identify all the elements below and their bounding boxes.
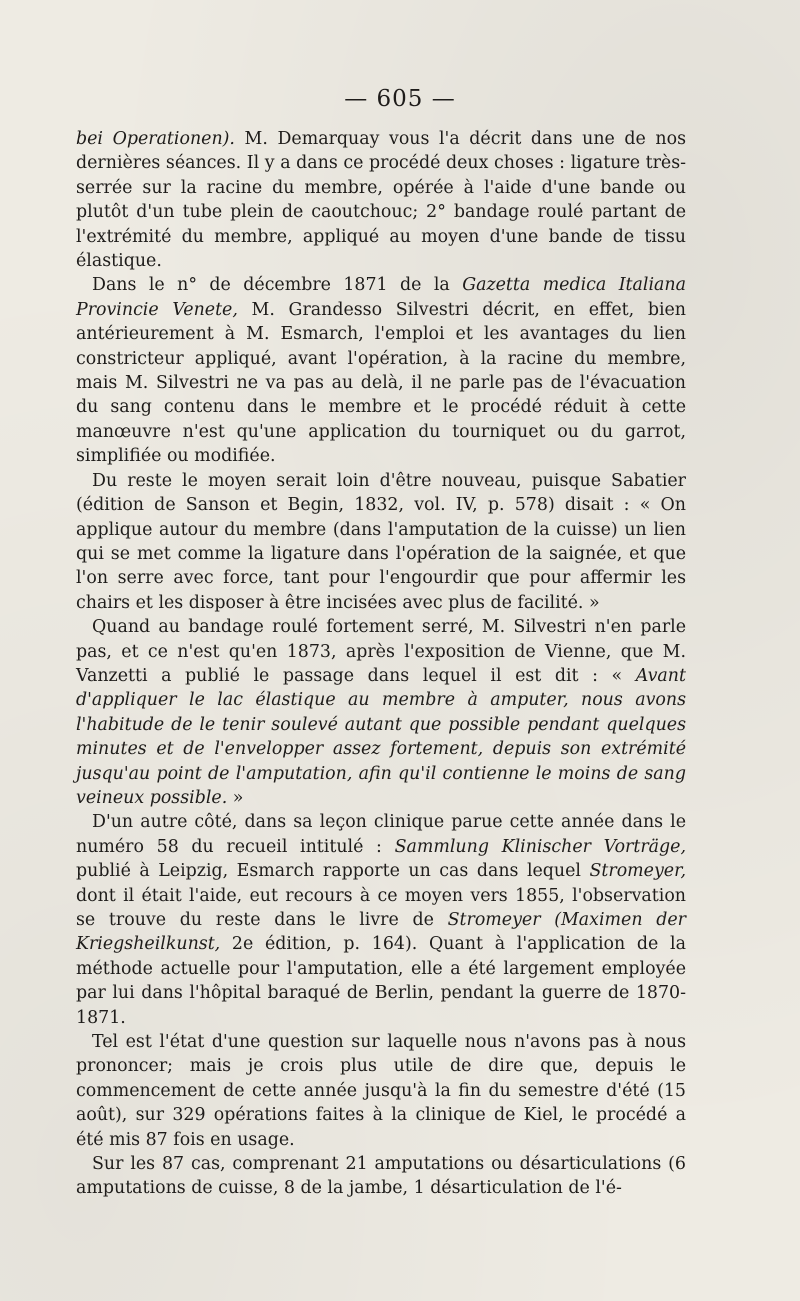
quotation: Avant d'appliquer le lac élastique au membre à amputer, nous avons l'habitude de le tenir soulevé autant que possible pendant quelques minutes et de l'envelopper assez fortement, depuis son extrémité jusqu'au point de l'amputation, afin qu'il contienne le moins de sang veineux possible.: [76, 665, 686, 808]
paragraph-7: [76, 1152, 686, 1201]
paragraph-lead: Quand au bandage roulé fortement serré, M. Silvestri n'en parle pas, et ce n'est qu'en 1873, après l'exposition de Vienne, que M. Vanzetti a publié le passage dans lequel il est dit : «: [76, 617, 686, 686]
paragraph-6: [76, 1030, 686, 1152]
paragraph-3: [76, 469, 686, 615]
paragraph-text: Tel est l'état d'une question sur laquelle nous n'avons pas à nous prononcer; mais je crois plus utile de dire que, depuis le commencement de cette année jusqu'à la fin du semestre d'été (15 août), sur 329 opérations faites à la clinique de Kiel, le procédé a été mis 87 fois en usage.: [76, 1032, 686, 1150]
paragraph-text: Sur les 87 cas, comprenant 21 amputations ou désarticulations (6 amputations de cuisse, 8 de la jambe, 1 désarticulation de l'é-: [76, 1154, 686, 1199]
journal-title: Gazetta medica Italiana Provincie Venete,: [76, 275, 686, 320]
paragraph-text: 2e édition, p. 164). Quant à l'application de la méthode actuelle pour l'amputation, elle a été largement employée par lui dans l'hôpital baraqué de Berlin, pendant la guerre de 1870-1871.: [76, 934, 686, 1028]
italic-lead: bei Operationen).: [76, 129, 235, 149]
book-title: Stromeyer (Maximen der Kriegsheilkunst,: [76, 910, 686, 955]
paragraph-4: [76, 615, 686, 810]
paragraph-1: [76, 127, 686, 273]
paragraph-lead: D'un autre côté, dans sa leçon clinique parue cette année dans le numéro 58 du recueil intitulé :: [76, 812, 686, 857]
body-text: [76, 127, 686, 1201]
page-number: — 605 —: [344, 86, 456, 112]
paragraph-5: [76, 810, 686, 1030]
paragraph-mid-2: dont il était l'aide, eut recours à ce moyen vers 1855, l'observation se trouve du reste dans le livre de: [76, 885, 686, 930]
paragraph-text: M. Grandesso Silvestri décrit, en effet, bien antérieurement à M. Esmarch, l'emploi et les avantages du lien constricteur appliqué, avant l'opération, à la racine du membre, mais M. Silvestri ne va pas au delà, il ne parle pas de l'évacuation du sang contenu dans le membre et le procédé réduit à cette manœuvre n'est qu'une application du tourniquet ou du garrot, simplifiée ou modifiée.: [76, 299, 686, 467]
paragraph-text: M. Demarquay vous l'a décrit dans une de nos dernières séances. Il y a dans ce procédé deux choses : ligature très-serrée sur la racine du membre, opérée à l'aide d'une bande ou plutôt d'un tube plein de caoutchouc; 2° bandage roulé partant de l'extrémité du membre, appliqué au moyen d'une bande de tissu élastique.: [76, 129, 687, 272]
author-name: Stromeyer,: [589, 861, 686, 882]
collection-title: Sammlung Klinischer Vorträge,: [394, 836, 686, 857]
paragraph-text: Du reste le moyen serait loin d'être nouveau, puisque Sabatier (édition de Sanson et Begin, 1832, vol. IV, p. 578) disait : « On applique autour du membre (dans l'amputation de la cuisse) un lien qui se met comme la ligature dans l'opération de la saignée, et que l'on serre avec force, tant pour l'engourdir que pour affermir les chairs et les disposer à être incisées avec plus de facilité. »: [76, 470, 686, 613]
paragraph-lead: Dans le n° de décembre 1871 de la: [92, 275, 463, 296]
paragraph-text: »: [227, 787, 244, 808]
paragraph-mid: publié à Leipzig, Esmarch rapporte un cas dans lequel: [76, 861, 590, 882]
paragraph-2: [76, 273, 686, 468]
